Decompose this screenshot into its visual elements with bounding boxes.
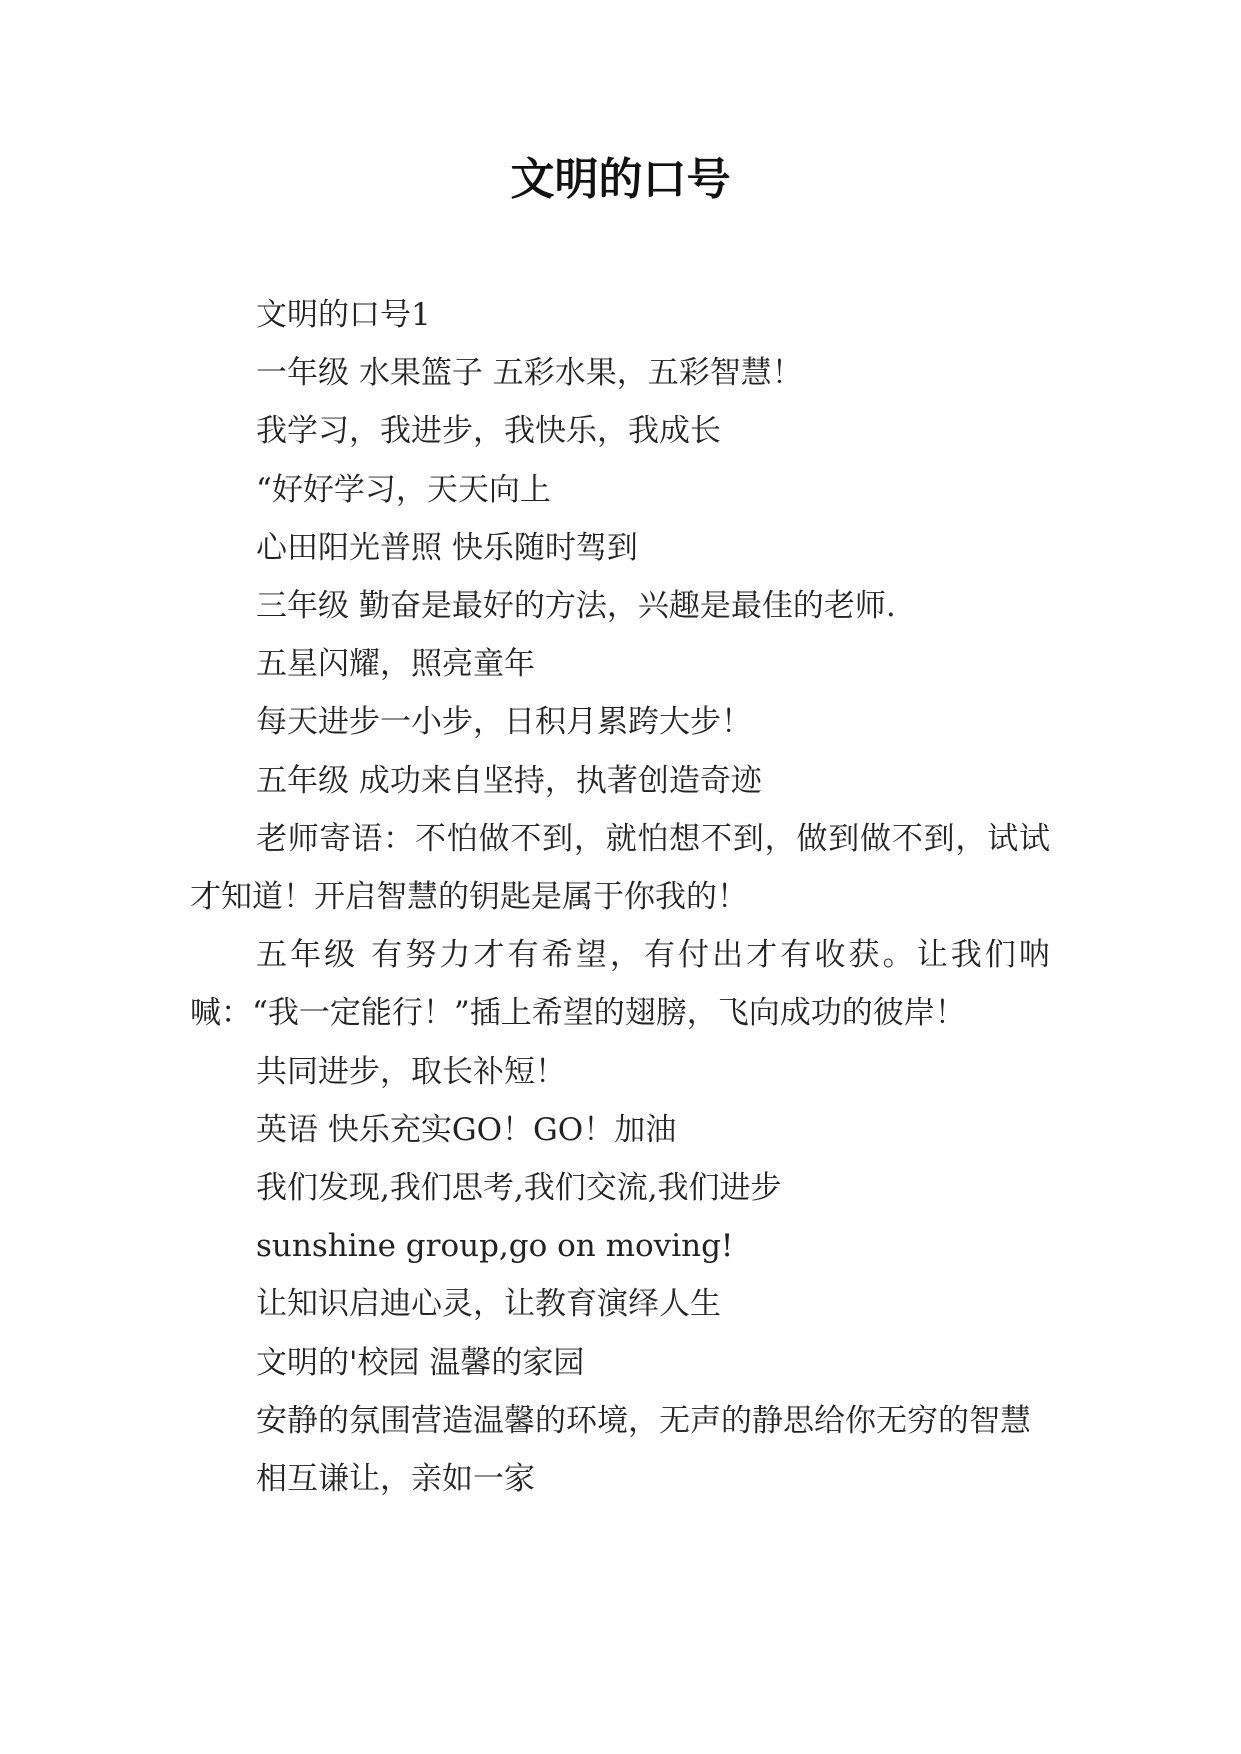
paragraph: 共同进步，取长补短！ (256, 1053, 566, 1090)
paragraph: “好好学习，天天向上 (256, 471, 551, 508)
paragraph: 文明的口号1 (256, 297, 431, 333)
paragraph: 一年级 水果篮子 五彩水果，五彩智慧！ (256, 355, 803, 392)
paragraph: 五年级 成功来自坚持，执著创造奇迹 (256, 762, 762, 799)
paragraph: 英语 快乐充实GO！GO！加油 (256, 1111, 677, 1148)
paragraph: 五星闪耀，照亮童年 (256, 646, 535, 683)
document-title: 文明的口号 (510, 154, 731, 205)
paragraph: 心田阳光普照 快乐随时驾到 (256, 529, 638, 566)
paragraph: 每天进步一小步，日积月累跨大步！ (256, 704, 752, 741)
paragraph: 老师寄语：不怕做不到，就怕想不到，做到做不到，试试才知道！开启智慧的钥匙是属于你我的！ (190, 820, 1050, 916)
paragraph: 三年级 勤奋是最好的方法，兴趣是最佳的老师. (256, 588, 896, 625)
paragraph: 让知识启迪心灵，让教育演绎人生 (256, 1286, 721, 1323)
paragraph: 安静的氛围营造温馨的环境，无声的静思给你无穷的智慧 (256, 1402, 1031, 1439)
paragraph: sunshine group,go on moving! (256, 1228, 734, 1265)
paragraph: 五年级 有努力才有希望，有付出才有收获。让我们呐喊：“我一定能行！”插上希望的翅膀，飞向成功的彼岸！ (190, 937, 1050, 1032)
paragraph: 相互谦让，亲如一家 (256, 1461, 535, 1498)
paragraph: 我学习，我进步，我快乐，我成长 (256, 413, 721, 450)
paragraph: 文明的'校园 温馨的家园 (256, 1344, 585, 1381)
paragraph: 我们发现,我们思考,我们交流,我们进步 (256, 1170, 782, 1207)
document-body (190, 286, 1050, 1508)
